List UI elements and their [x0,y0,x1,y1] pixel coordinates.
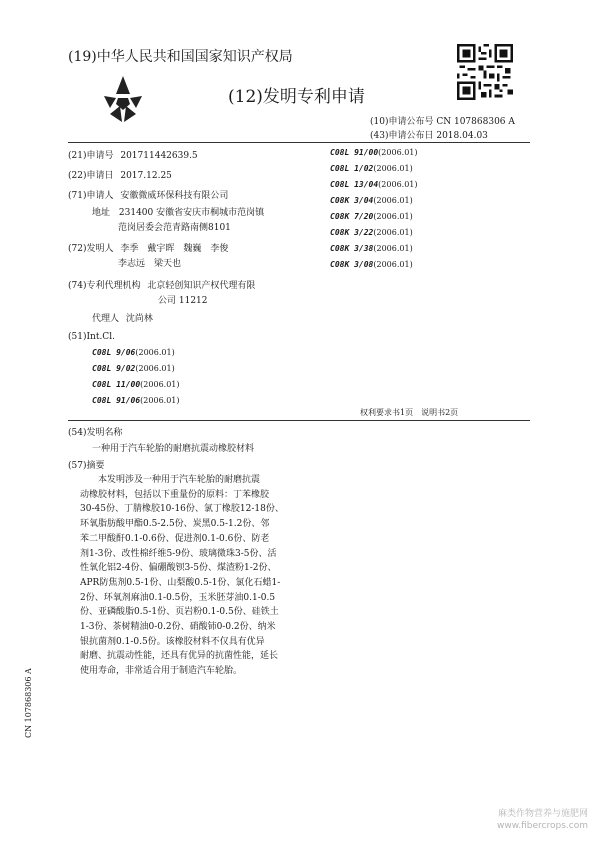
class-row [330,164,413,173]
abstract-line: 环氧脂肪酸甲酯0.5-2.5份、炭黑0.5-1.2份、邻 [80,519,270,530]
watermark: 麻类作物营养与施肥网 www.fibercrops.com [497,809,588,831]
abstract-line: 使用寿命，非常适合用于制造汽车轮胎。 [80,666,243,677]
applicant: 安徽微威环保科技有限公司 [120,191,229,201]
abstract-body [80,473,298,679]
class-version: (2006.01) [373,164,413,173]
app-number-label: (21)申请号 [68,151,114,161]
abstract-line: 动橡胶材料，包括以下重量份的原料：丁苯橡胶 [80,489,270,500]
invention-title: 一种用于汽车轮胎的耐磨抗震动橡胶材料 [92,444,255,454]
intcl-version: (2006.01) [140,396,180,405]
class-code: C08K 3/38 [330,244,374,253]
intcl-row [92,396,180,405]
abstract-line: 银抗菌剂0.1-0.5份。该橡胶材料不仅具有优异 [80,636,265,647]
intcl-code: C08L 11/00 [92,380,141,389]
intcl-row [92,348,175,357]
pub-date-row [370,128,488,141]
address-line-1: 231400 安徽省安庆市桐城市范岗镇 [118,208,265,218]
cnipa-logo [100,74,146,126]
abstract-line: 份、亚磷酸脂0.5-1份、页岩粉0.1-0.5份、硅铁土 [80,607,279,618]
abstract-line: APR防焦剂0.5-1份、山梨酸0.5-1份、氯化石蜡1- [80,577,281,588]
class-row [330,196,413,205]
class-version: (2006.01) [373,212,413,221]
office-name: (19)中华人民共和国国家知识产权局 [68,49,293,65]
agency-label: (74)专利代理机构 [68,281,141,291]
abstract-line: 性氧化铝2-4份、偏硼酸钡3-5份、煤渣粉1-2份、 [80,563,277,574]
class-code: C08K 3/04 [330,196,374,205]
intcl-row [92,380,180,389]
intcl-code: C08L 91/06 [92,396,141,405]
class-version: (2006.01) [378,180,418,189]
class-code: C08K 7/20 [330,212,374,221]
pub-date: 2018.04.03 [436,131,488,141]
address-line-2: 范岗居委会范青路南侧8101 [118,223,231,233]
filing-date: 2017.12.25 [120,171,172,181]
class-code: C08K 3/08 [330,260,374,269]
abstract-line: 1-3份、茶树精油0-0.2份、硝酸铈0-0.2份、纳米 [80,622,276,633]
inventor-row [68,241,228,254]
header-rule [68,142,530,143]
applicant-label: (71)申请人 [68,191,114,201]
agency-line-2: 公司 11212 [158,296,208,306]
intcl-code: C08L 9/02 [92,364,136,373]
class-row [330,212,413,221]
class-code: C08K 3/22 [330,228,374,237]
abstract-line: 耐磨、抗震动性能，还具有优异的抗菌性能，延长 [80,651,279,662]
abstract-line: 本发明涉及一种用于汽车轮胎的耐磨抗震 [98,475,261,485]
abstract-line: 苯二甲酸酐0.1-0.6份、促进剂0.1-0.6份、防老 [80,533,270,544]
filing-date-row [68,168,172,181]
class-row [330,228,413,237]
pub-number-label: (10)申请公布号 [370,117,434,127]
class-version: (2006.01) [378,148,418,157]
title-label: (54)发明名称 [68,428,123,438]
address-label: 地址 [92,208,111,218]
section-rule [68,420,530,421]
intcl-row [92,364,175,373]
agent: 沈尚林 [125,314,153,324]
class-code: C08L 1/02 [330,164,374,173]
class-version: (2006.01) [373,260,413,269]
agency-row [68,278,255,291]
inventor-label: (72)发明人 [68,244,114,254]
pub-date-label: (43)申请公布日 [370,131,434,141]
intcl-version: (2006.01) [135,364,175,373]
abstract-line: 剂1-3份、改性棉纤维5-9份、玻璃微珠3-5份、活 [80,548,277,559]
inventors-line-1: 李季 戴宇晖 魏巍 李俊 [120,244,229,254]
agency-line-1: 北京轻创知识产权代理有限 [147,281,256,291]
intcl-label: (51)Int.Cl. [68,332,115,342]
abstract-line: 2份、环氧剂麻油0.1-0.5份，玉米胚芽油0.1-0.5 [80,592,276,603]
intcl-version: (2006.01) [135,348,175,357]
app-number-row [68,148,198,161]
document-type: (12)发明专利申请 [228,87,365,107]
class-code: C08L 91/00 [330,148,379,157]
class-version: (2006.01) [373,244,413,253]
side-publication-number: CN 107868306 A [24,668,33,738]
class-row [330,260,413,269]
address-row [92,205,264,218]
qr-code [457,44,513,100]
pub-number-row [370,114,515,127]
class-code: C08L 13/04 [330,180,379,189]
abstract-label: (57)摘要 [68,461,105,471]
inventors-line-2: 李志远 梁天也 [118,259,182,269]
filing-date-label: (22)申请日 [68,171,114,181]
page-count: 权利要求书1页 说明书2页 [360,408,459,417]
class-version: (2006.01) [373,196,413,205]
class-row [330,180,418,189]
applicant-row [68,188,228,201]
class-row [330,244,413,253]
intcl-code: C08L 9/06 [92,348,136,357]
app-number: 201711442639.5 [120,151,198,161]
abstract-line: 30-45份、丁腈橡胶10-16份、氯丁橡胶12-18份、 [80,504,284,515]
class-row [330,148,418,157]
pub-number: CN 107868306 A [436,117,515,127]
agent-row [92,311,153,324]
intcl-version: (2006.01) [140,380,180,389]
agent-label: 代理人 [92,314,120,324]
class-version: (2006.01) [373,228,413,237]
